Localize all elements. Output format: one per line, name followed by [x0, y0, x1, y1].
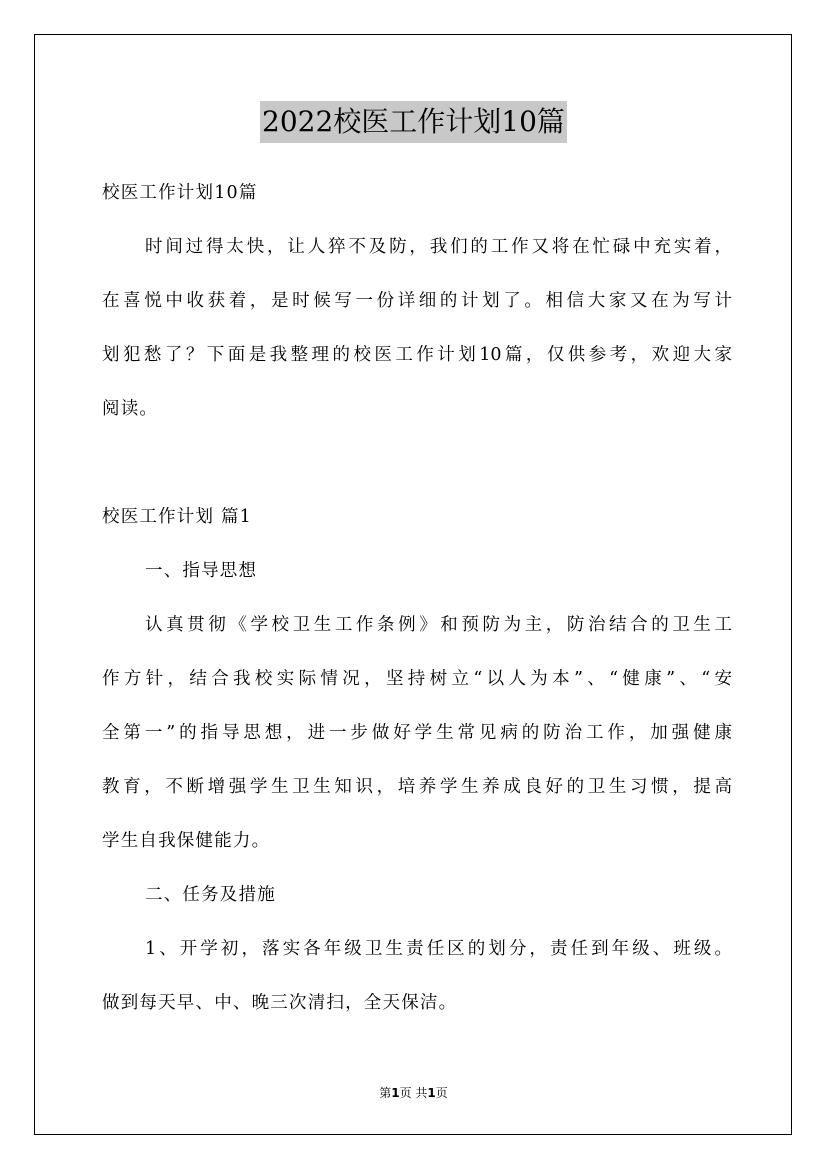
paragraph-line: 教育，不断增强学生卫生知识，培养学生养成良好的卫生习惯，提高 [102, 777, 732, 797]
page-footer [0, 1084, 827, 1102]
document-body [102, 166, 732, 1030]
footer-page-suffix: 页 [435, 1086, 448, 1100]
paragraph-line: 在喜悦中收获着，是时候写一份详细的计划了。相信大家又在为写计 [102, 291, 732, 311]
footer-total-pages: 1 [427, 1086, 436, 1100]
blank-line [102, 436, 732, 490]
subsection-heading: 一、指导思想 [145, 561, 258, 581]
paragraph-line: 1、开学初，落实各年级卫生责任区的划分，责任到年级、班级。 [145, 939, 732, 959]
section-heading: 校医工作计划 篇1 [102, 507, 252, 527]
paragraph-line: 划犯愁了？下面是我整理的校医工作计划10篇，仅供参考，欢迎大家 [102, 345, 732, 365]
paragraph-line: 认真贯彻《学校卫生工作条例》和预防为主，防治结合的卫生工 [145, 615, 732, 635]
paragraph-line: 做到每天早、中、晚三次清扫，全天保洁。 [102, 993, 458, 1013]
subsection-heading: 二、任务及措施 [145, 885, 276, 905]
document-title: 2022校医工作计划10篇 [260, 101, 567, 143]
footer-page-mid: 页 共 [399, 1086, 428, 1100]
footer-page-prefix: 第 [379, 1086, 392, 1100]
paragraph-line: 阅读。 [102, 399, 159, 419]
paragraph-line: 时间过得太快，让人猝不及防，我们的工作又将在忙碌中充实着， [145, 237, 732, 257]
paragraph-line: 全第一”的指导思想，进一步做好学生常见病的防治工作，加强健康 [102, 723, 732, 743]
footer-page-number: 1 [391, 1086, 400, 1100]
paragraph-line: 作方针，结合我校实际情况，坚持树立“以人为本”、“健康”、“安 [102, 669, 732, 689]
title-container [0, 101, 827, 143]
paragraph-line: 学生自我保健能力。 [102, 831, 271, 851]
subtitle-line: 校医工作计划10篇 [102, 183, 258, 203]
